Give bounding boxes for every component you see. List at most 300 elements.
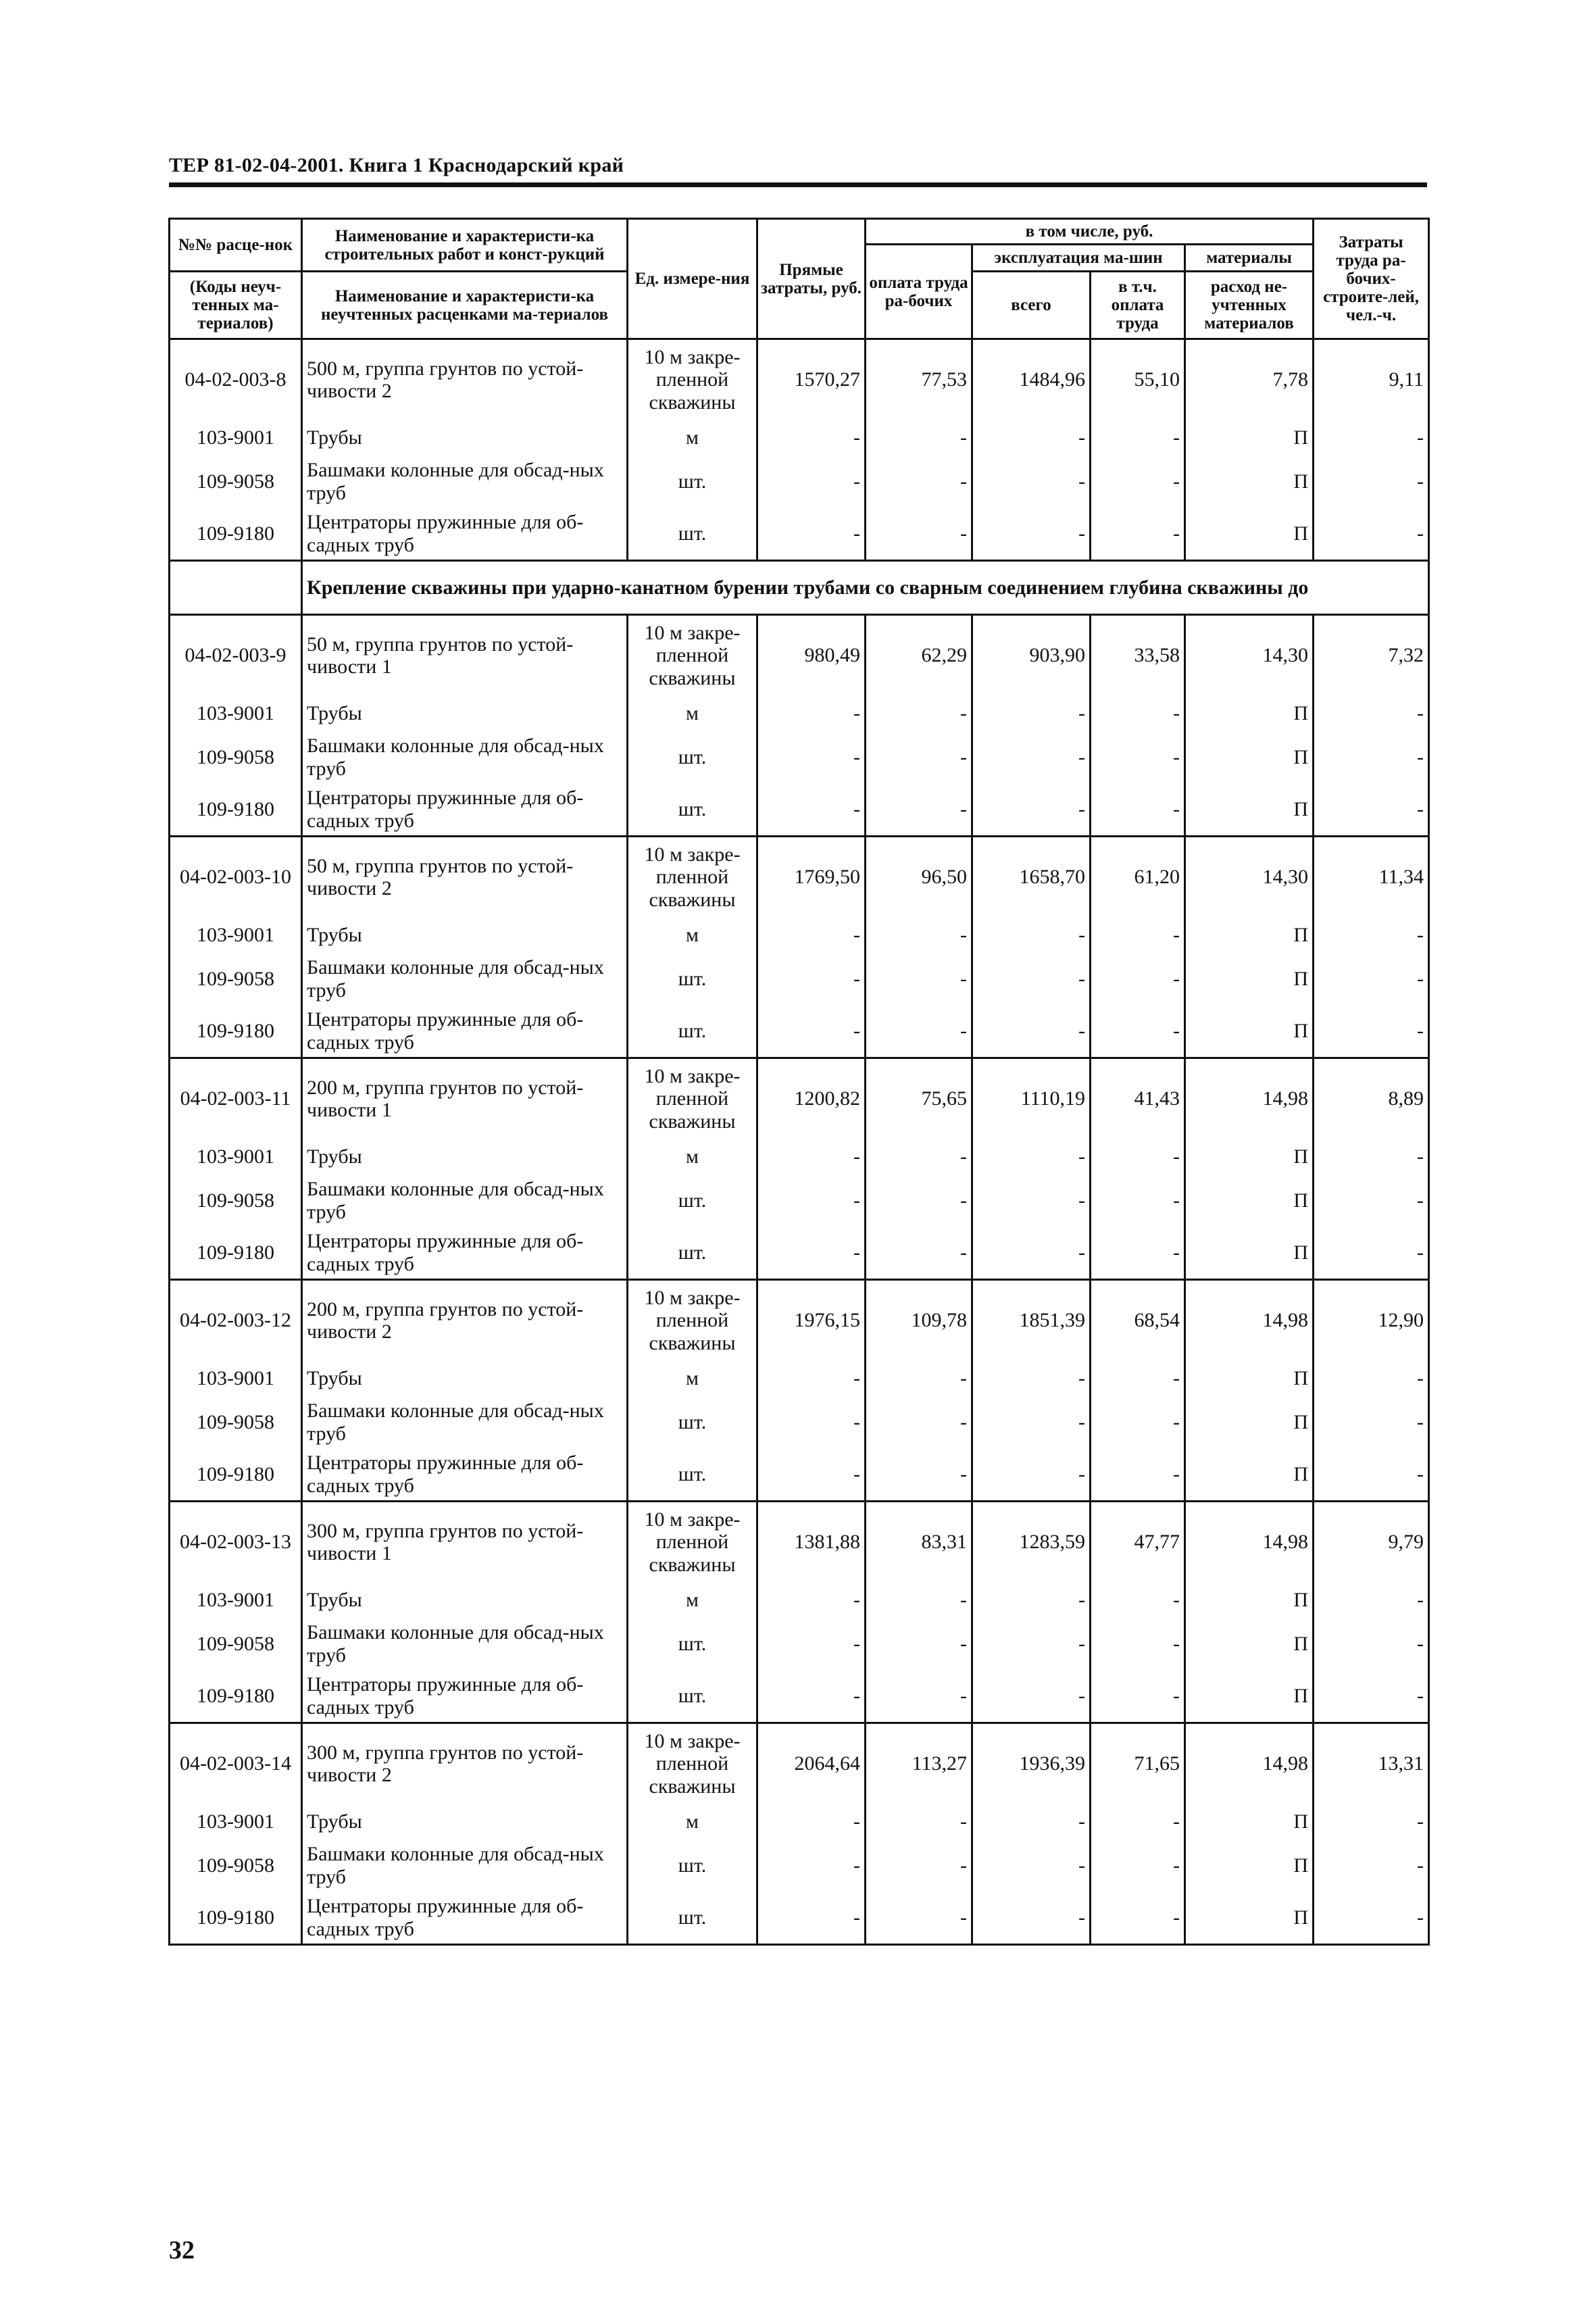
material-unit: шт. bbox=[628, 1839, 757, 1892]
rate-name: 300 м, группа грунтов по устой-чивости 1 bbox=[302, 1502, 628, 1583]
rate-machines-labor: 71,65 bbox=[1091, 1723, 1185, 1804]
material-code: 103-9001 bbox=[170, 1583, 302, 1618]
material-direct: - bbox=[757, 1671, 866, 1723]
material-workers: - bbox=[1314, 1361, 1429, 1396]
material-materials: П bbox=[1185, 1583, 1314, 1618]
material-machines: - bbox=[972, 1804, 1091, 1839]
rate-unit: 10 м закре-пленной скважины bbox=[628, 615, 757, 696]
material-machines: - bbox=[972, 1839, 1091, 1892]
material-name: Башмаки колонные для обсад-ных труб bbox=[302, 1839, 628, 1892]
rate-code: 04-02-003-14 bbox=[170, 1723, 302, 1804]
material-machines: - bbox=[972, 1892, 1091, 1945]
rate-labor: 113,27 bbox=[866, 1723, 972, 1804]
material-workers: - bbox=[1314, 1396, 1429, 1449]
material-name: Башмаки колонные для обсад-ных труб bbox=[302, 1396, 628, 1449]
material-row bbox=[170, 1396, 1429, 1449]
material-row bbox=[170, 420, 1429, 455]
material-direct: - bbox=[757, 1006, 866, 1058]
material-machines-labor: - bbox=[1091, 1804, 1185, 1839]
material-unit: м bbox=[628, 420, 757, 455]
material-labor: - bbox=[866, 1175, 972, 1227]
rate-direct: 2064,64 bbox=[757, 1723, 866, 1804]
material-machines: - bbox=[972, 1449, 1091, 1502]
material-materials: П bbox=[1185, 1396, 1314, 1449]
material-workers: - bbox=[1314, 1227, 1429, 1280]
rate-workers: 8,89 bbox=[1314, 1058, 1429, 1139]
rate-direct: 1976,15 bbox=[757, 1280, 866, 1361]
material-materials: П bbox=[1185, 1006, 1314, 1058]
rate-code: 04-02-003-13 bbox=[170, 1502, 302, 1583]
rate-unit: 10 м закре-пленной скважины bbox=[628, 1502, 757, 1583]
material-labor: - bbox=[866, 1804, 972, 1839]
material-machines-labor: - bbox=[1091, 420, 1185, 455]
rate-name: 500 м, группа грунтов по устой-чивости 2 bbox=[302, 339, 628, 420]
rate-code: 04-02-003-11 bbox=[170, 1058, 302, 1139]
material-machines-labor: - bbox=[1091, 1139, 1185, 1175]
header-code-top: №№ расце-нок bbox=[170, 219, 302, 272]
material-machines-labor: - bbox=[1091, 1618, 1185, 1671]
material-unit: шт. bbox=[628, 455, 757, 508]
running-header: ТЕР 81-02-04-2001. Книга 1 Краснодарский край bbox=[169, 154, 624, 176]
material-row bbox=[170, 1227, 1429, 1280]
material-workers: - bbox=[1314, 1449, 1429, 1502]
material-labor: - bbox=[866, 696, 972, 731]
material-materials: П bbox=[1185, 731, 1314, 784]
material-row bbox=[170, 508, 1429, 561]
material-materials: П bbox=[1185, 1449, 1314, 1502]
material-unit: м bbox=[628, 918, 757, 953]
material-direct: - bbox=[757, 1175, 866, 1227]
material-labor: - bbox=[866, 1227, 972, 1280]
material-unit: шт. bbox=[628, 731, 757, 784]
header-rule bbox=[169, 182, 1427, 187]
material-labor: - bbox=[866, 731, 972, 784]
material-materials: П bbox=[1185, 1175, 1314, 1227]
rate-materials: 14,30 bbox=[1185, 837, 1314, 918]
material-code: 109-9058 bbox=[170, 1618, 302, 1671]
material-labor: - bbox=[866, 1361, 972, 1396]
rate-labor: 62,29 bbox=[866, 615, 972, 696]
table-header bbox=[170, 219, 1429, 339]
rate-direct: 1769,50 bbox=[757, 837, 866, 918]
material-row bbox=[170, 1804, 1429, 1839]
material-code: 109-9058 bbox=[170, 731, 302, 784]
material-row bbox=[170, 1583, 1429, 1618]
material-machines-labor: - bbox=[1091, 784, 1185, 837]
rate-unit: 10 м закре-пленной скважины bbox=[628, 1058, 757, 1139]
material-name: Центраторы пружинные для об-садных труб bbox=[302, 1227, 628, 1280]
material-materials: П bbox=[1185, 1839, 1314, 1892]
header-worker-hours: Затраты труда ра-бочих-строите-лей, чел.-ч. bbox=[1314, 219, 1429, 339]
material-labor: - bbox=[866, 1892, 972, 1945]
material-unit: шт. bbox=[628, 1618, 757, 1671]
table-row bbox=[170, 1280, 1429, 1361]
rate-unit: 10 м закре-пленной скважины bbox=[628, 837, 757, 918]
material-code: 103-9001 bbox=[170, 420, 302, 455]
material-workers: - bbox=[1314, 1583, 1429, 1618]
rate-machines: 1484,96 bbox=[972, 339, 1091, 420]
table-row bbox=[170, 1723, 1429, 1804]
material-workers: - bbox=[1314, 1618, 1429, 1671]
material-machines-labor: - bbox=[1091, 455, 1185, 508]
material-unit: шт. bbox=[628, 1227, 757, 1280]
rate-name: 200 м, группа грунтов по устой-чивости 1 bbox=[302, 1058, 628, 1139]
material-code: 109-9058 bbox=[170, 1839, 302, 1892]
rate-labor: 77,53 bbox=[866, 339, 972, 420]
material-machines: - bbox=[972, 1175, 1091, 1227]
rate-machines-labor: 47,77 bbox=[1091, 1502, 1185, 1583]
material-materials: П bbox=[1185, 420, 1314, 455]
material-direct: - bbox=[757, 696, 866, 731]
material-direct: - bbox=[757, 1583, 866, 1618]
material-code: 103-9001 bbox=[170, 696, 302, 731]
table-row bbox=[170, 615, 1429, 696]
rate-machines-labor: 41,43 bbox=[1091, 1058, 1185, 1139]
rate-labor: 83,31 bbox=[866, 1502, 972, 1583]
rates-table bbox=[168, 218, 1430, 1946]
material-machines-labor: - bbox=[1091, 1583, 1185, 1618]
material-unit: шт. bbox=[628, 1671, 757, 1723]
material-direct: - bbox=[757, 1804, 866, 1839]
material-machines: - bbox=[972, 508, 1091, 561]
material-materials: П bbox=[1185, 1671, 1314, 1723]
material-machines-labor: - bbox=[1091, 1227, 1185, 1280]
material-machines: - bbox=[972, 1583, 1091, 1618]
material-row bbox=[170, 953, 1429, 1006]
material-unit: м bbox=[628, 1361, 757, 1396]
material-row bbox=[170, 1839, 1429, 1892]
material-name: Трубы bbox=[302, 1361, 628, 1396]
material-labor: - bbox=[866, 1006, 972, 1058]
material-machines-labor: - bbox=[1091, 1006, 1185, 1058]
material-labor: - bbox=[866, 1139, 972, 1175]
material-machines: - bbox=[972, 455, 1091, 508]
rate-unit: 10 м закре-пленной скважины bbox=[628, 1280, 757, 1361]
header-code-bottom: (Коды неуч-тенных ма-териалов) bbox=[170, 272, 302, 339]
material-machines: - bbox=[972, 1006, 1091, 1058]
section-code-blank bbox=[170, 561, 302, 615]
material-labor: - bbox=[866, 1671, 972, 1723]
rate-name: 300 м, группа грунтов по устой-чивости 2 bbox=[302, 1723, 628, 1804]
header-name-bottom: Наименование и характеристи-ка неучтенных расценками ма-териалов bbox=[302, 272, 628, 339]
material-materials: П bbox=[1185, 1804, 1314, 1839]
material-code: 109-9058 bbox=[170, 1396, 302, 1449]
rate-direct: 1570,27 bbox=[757, 339, 866, 420]
material-code: 109-9058 bbox=[170, 1175, 302, 1227]
material-materials: П bbox=[1185, 1139, 1314, 1175]
material-code: 109-9180 bbox=[170, 784, 302, 837]
material-labor: - bbox=[866, 455, 972, 508]
material-unit: шт. bbox=[628, 953, 757, 1006]
rate-name: 50 м, группа грунтов по устой-чивости 2 bbox=[302, 837, 628, 918]
material-workers: - bbox=[1314, 420, 1429, 455]
material-machines: - bbox=[972, 918, 1091, 953]
rate-unit: 10 м закре-пленной скважины bbox=[628, 339, 757, 420]
material-machines: - bbox=[972, 1671, 1091, 1723]
header-including: в том числе, руб. bbox=[866, 219, 1314, 245]
rate-machines: 1851,39 bbox=[972, 1280, 1091, 1361]
rate-workers: 12,90 bbox=[1314, 1280, 1429, 1361]
material-unit: м bbox=[628, 1583, 757, 1618]
material-unit: шт. bbox=[628, 1892, 757, 1945]
material-code: 109-9180 bbox=[170, 508, 302, 561]
material-name: Башмаки колонные для обсад-ных труб bbox=[302, 455, 628, 508]
header-materials: материалы bbox=[1185, 245, 1314, 272]
material-machines: - bbox=[972, 696, 1091, 731]
header-direct-costs: Прямые затраты, руб. bbox=[757, 219, 866, 339]
material-machines: - bbox=[972, 1618, 1091, 1671]
material-name: Башмаки колонные для обсад-ных труб bbox=[302, 953, 628, 1006]
material-workers: - bbox=[1314, 508, 1429, 561]
header-machines-total: всего bbox=[972, 272, 1091, 339]
rate-workers: 9,11 bbox=[1314, 339, 1429, 420]
rate-direct: 980,49 bbox=[757, 615, 866, 696]
rate-labor: 109,78 bbox=[866, 1280, 972, 1361]
rate-labor: 75,65 bbox=[866, 1058, 972, 1139]
material-machines-labor: - bbox=[1091, 1175, 1185, 1227]
material-direct: - bbox=[757, 1396, 866, 1449]
material-workers: - bbox=[1314, 696, 1429, 731]
rate-code: 04-02-003-12 bbox=[170, 1280, 302, 1361]
material-code: 109-9180 bbox=[170, 1892, 302, 1945]
material-code: 109-9058 bbox=[170, 953, 302, 1006]
material-labor: - bbox=[866, 508, 972, 561]
material-name: Трубы bbox=[302, 918, 628, 953]
table-body bbox=[170, 339, 1429, 1945]
material-unit: шт. bbox=[628, 508, 757, 561]
material-workers: - bbox=[1314, 1139, 1429, 1175]
material-machines: - bbox=[972, 1396, 1091, 1449]
material-machines-labor: - bbox=[1091, 696, 1185, 731]
material-code: 109-9180 bbox=[170, 1671, 302, 1723]
header-labor-pay: оплата труда ра-бочих bbox=[866, 245, 972, 339]
material-row bbox=[170, 784, 1429, 837]
table-row bbox=[170, 1502, 1429, 1583]
material-labor: - bbox=[866, 1618, 972, 1671]
material-labor: - bbox=[866, 784, 972, 837]
material-direct: - bbox=[757, 918, 866, 953]
rate-materials: 14,98 bbox=[1185, 1280, 1314, 1361]
material-unit: шт. bbox=[628, 1175, 757, 1227]
rate-code: 04-02-003-9 bbox=[170, 615, 302, 696]
section-row bbox=[170, 561, 1429, 615]
material-materials: П bbox=[1185, 508, 1314, 561]
rate-machines: 1283,59 bbox=[972, 1502, 1091, 1583]
material-machines-labor: - bbox=[1091, 1361, 1185, 1396]
rate-machines-labor: 33,58 bbox=[1091, 615, 1185, 696]
material-row bbox=[170, 1139, 1429, 1175]
material-name: Башмаки колонные для обсад-ных труб bbox=[302, 1175, 628, 1227]
material-machines: - bbox=[972, 1139, 1091, 1175]
rate-machines-labor: 61,20 bbox=[1091, 837, 1185, 918]
rate-direct: 1381,88 bbox=[757, 1502, 866, 1583]
material-labor: - bbox=[866, 918, 972, 953]
material-workers: - bbox=[1314, 1804, 1429, 1839]
material-unit: м bbox=[628, 1804, 757, 1839]
material-workers: - bbox=[1314, 784, 1429, 837]
rate-machines: 1658,70 bbox=[972, 837, 1091, 918]
material-direct: - bbox=[757, 784, 866, 837]
material-workers: - bbox=[1314, 1839, 1429, 1892]
material-machines-labor: - bbox=[1091, 1671, 1185, 1723]
material-materials: П bbox=[1185, 953, 1314, 1006]
material-workers: - bbox=[1314, 1175, 1429, 1227]
material-materials: П bbox=[1185, 455, 1314, 508]
material-direct: - bbox=[757, 1227, 866, 1280]
rate-name: 200 м, группа грунтов по устой-чивости 2 bbox=[302, 1280, 628, 1361]
material-name: Центраторы пружинные для об-садных труб bbox=[302, 508, 628, 561]
material-name: Центраторы пружинные для об-садных труб bbox=[302, 1449, 628, 1502]
material-name: Трубы bbox=[302, 1139, 628, 1175]
header-unit: Ед. измере-ния bbox=[628, 219, 757, 339]
rate-code: 04-02-003-8 bbox=[170, 339, 302, 420]
material-machines: - bbox=[972, 1361, 1091, 1396]
material-machines: - bbox=[972, 784, 1091, 837]
material-workers: - bbox=[1314, 455, 1429, 508]
material-row bbox=[170, 1361, 1429, 1396]
material-row bbox=[170, 696, 1429, 731]
material-machines-labor: - bbox=[1091, 1449, 1185, 1502]
material-machines-labor: - bbox=[1091, 508, 1185, 561]
table-row bbox=[170, 339, 1429, 420]
material-unit: шт. bbox=[628, 1449, 757, 1502]
header-machines-labor: в т.ч. оплата труда bbox=[1091, 272, 1185, 339]
material-row bbox=[170, 1175, 1429, 1227]
rate-workers: 9,79 bbox=[1314, 1502, 1429, 1583]
material-row bbox=[170, 1892, 1429, 1945]
material-materials: П bbox=[1185, 784, 1314, 837]
material-materials: П bbox=[1185, 1892, 1314, 1945]
material-materials: П bbox=[1185, 918, 1314, 953]
material-name: Трубы bbox=[302, 420, 628, 455]
material-row bbox=[170, 455, 1429, 508]
rate-materials: 14,98 bbox=[1185, 1723, 1314, 1804]
material-code: 109-9180 bbox=[170, 1006, 302, 1058]
material-code: 103-9001 bbox=[170, 1139, 302, 1175]
material-row bbox=[170, 1618, 1429, 1671]
material-labor: - bbox=[866, 420, 972, 455]
rate-labor: 96,50 bbox=[866, 837, 972, 918]
material-code: 109-9058 bbox=[170, 455, 302, 508]
material-direct: - bbox=[757, 1361, 866, 1396]
material-workers: - bbox=[1314, 1892, 1429, 1945]
rate-machines: 1110,19 bbox=[972, 1058, 1091, 1139]
material-materials: П bbox=[1185, 696, 1314, 731]
material-code: 103-9001 bbox=[170, 1804, 302, 1839]
material-unit: шт. bbox=[628, 1396, 757, 1449]
material-direct: - bbox=[757, 508, 866, 561]
rate-materials: 14,30 bbox=[1185, 615, 1314, 696]
material-machines-labor: - bbox=[1091, 953, 1185, 1006]
material-unit: м bbox=[628, 696, 757, 731]
material-workers: - bbox=[1314, 918, 1429, 953]
material-row bbox=[170, 1449, 1429, 1502]
material-workers: - bbox=[1314, 1671, 1429, 1723]
material-labor: - bbox=[866, 1396, 972, 1449]
material-name: Башмаки колонные для обсад-ных труб bbox=[302, 731, 628, 784]
material-machines-labor: - bbox=[1091, 731, 1185, 784]
material-direct: - bbox=[757, 953, 866, 1006]
material-code: 109-9180 bbox=[170, 1449, 302, 1502]
rate-materials: 14,98 bbox=[1185, 1502, 1314, 1583]
table-row bbox=[170, 837, 1429, 918]
material-name: Трубы bbox=[302, 1583, 628, 1618]
table-row bbox=[170, 1058, 1429, 1139]
material-machines: - bbox=[972, 1227, 1091, 1280]
material-row bbox=[170, 918, 1429, 953]
material-labor: - bbox=[866, 1449, 972, 1502]
material-materials: П bbox=[1185, 1227, 1314, 1280]
material-machines-labor: - bbox=[1091, 1892, 1185, 1945]
rate-machines: 1936,39 bbox=[972, 1723, 1091, 1804]
material-machines-labor: - bbox=[1091, 1839, 1185, 1892]
header-name-top: Наименование и характеристи-ка строительных работ и конст-рукций bbox=[302, 219, 628, 272]
rate-machines-labor: 55,10 bbox=[1091, 339, 1185, 420]
rate-direct: 1200,82 bbox=[757, 1058, 866, 1139]
section-title: Крепление скважины при ударно-канатном бурении трубами со сварным соединением глубина скважины до bbox=[302, 561, 1429, 615]
material-direct: - bbox=[757, 455, 866, 508]
material-labor: - bbox=[866, 1839, 972, 1892]
material-direct: - bbox=[757, 1892, 866, 1945]
material-name: Трубы bbox=[302, 696, 628, 731]
material-machines: - bbox=[972, 420, 1091, 455]
material-code: 103-9001 bbox=[170, 1361, 302, 1396]
page-number: 32 bbox=[169, 2236, 195, 2265]
material-name: Центраторы пружинные для об-садных труб bbox=[302, 1892, 628, 1945]
material-direct: - bbox=[757, 1449, 866, 1502]
material-unit: м bbox=[628, 1139, 757, 1175]
material-machines: - bbox=[972, 731, 1091, 784]
material-row bbox=[170, 1671, 1429, 1723]
rate-unit: 10 м закре-пленной скважины bbox=[628, 1723, 757, 1804]
material-machines-labor: - bbox=[1091, 918, 1185, 953]
material-workers: - bbox=[1314, 1006, 1429, 1058]
material-machines-labor: - bbox=[1091, 1396, 1185, 1449]
material-machines: - bbox=[972, 953, 1091, 1006]
rate-workers: 13,31 bbox=[1314, 1723, 1429, 1804]
material-name: Башмаки колонные для обсад-ных труб bbox=[302, 1618, 628, 1671]
material-direct: - bbox=[757, 1139, 866, 1175]
rate-materials: 7,78 bbox=[1185, 339, 1314, 420]
header-materials-unaccounted: расход не-учтенных материалов bbox=[1185, 272, 1314, 339]
material-workers: - bbox=[1314, 731, 1429, 784]
material-materials: П bbox=[1185, 1618, 1314, 1671]
material-name: Центраторы пружинные для об-садных труб bbox=[302, 1006, 628, 1058]
material-code: 109-9180 bbox=[170, 1227, 302, 1280]
rate-code: 04-02-003-10 bbox=[170, 837, 302, 918]
material-direct: - bbox=[757, 731, 866, 784]
material-direct: - bbox=[757, 420, 866, 455]
material-direct: - bbox=[757, 1618, 866, 1671]
rate-materials: 14,98 bbox=[1185, 1058, 1314, 1139]
material-unit: шт. bbox=[628, 1006, 757, 1058]
material-labor: - bbox=[866, 953, 972, 1006]
material-unit: шт. bbox=[628, 784, 757, 837]
material-workers: - bbox=[1314, 953, 1429, 1006]
material-row bbox=[170, 731, 1429, 784]
rate-name: 50 м, группа грунтов по устой-чивости 1 bbox=[302, 615, 628, 696]
material-name: Трубы bbox=[302, 1804, 628, 1839]
rate-workers: 11,34 bbox=[1314, 837, 1429, 918]
header-machines: эксплуатация ма-шин bbox=[972, 245, 1185, 272]
material-name: Центраторы пружинные для об-садных труб bbox=[302, 1671, 628, 1723]
material-code: 103-9001 bbox=[170, 918, 302, 953]
material-labor: - bbox=[866, 1583, 972, 1618]
rate-machines-labor: 68,54 bbox=[1091, 1280, 1185, 1361]
rate-workers: 7,32 bbox=[1314, 615, 1429, 696]
material-materials: П bbox=[1185, 1361, 1314, 1396]
rate-machines: 903,90 bbox=[972, 615, 1091, 696]
